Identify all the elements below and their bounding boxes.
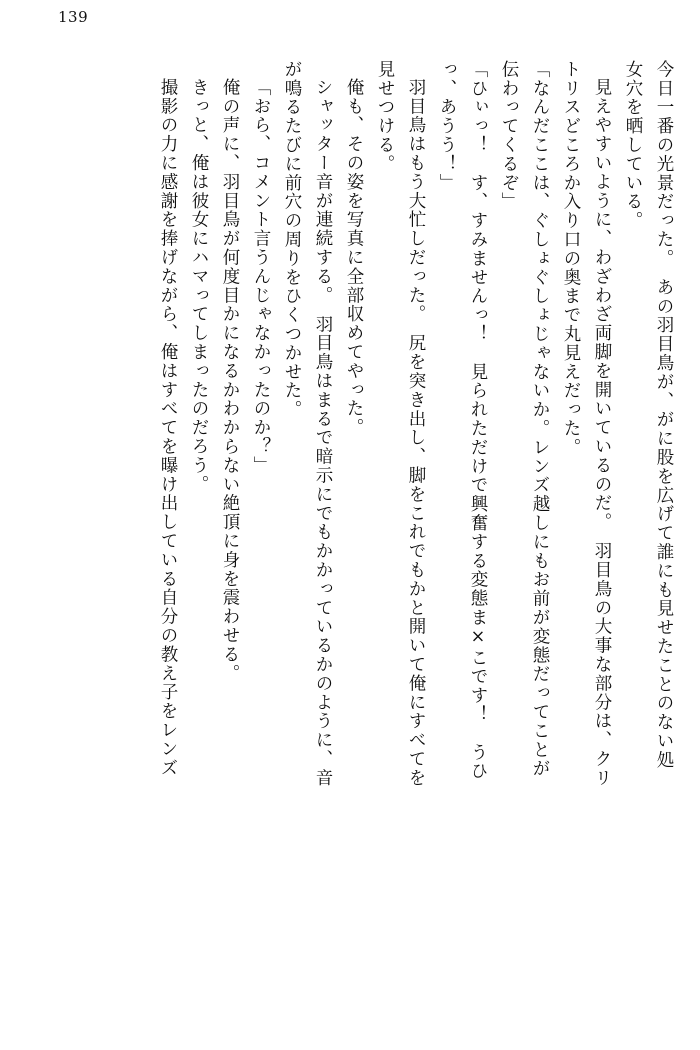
text-line: 「おら、コメント言うんじゃなかったのか？」: [251, 78, 271, 475]
text-line: 「ひぃっ！ す、すみませんっ！ 見られただけで興奮する変態ま×こです！ うひ: [468, 60, 488, 781]
text-line: きっと、俺は彼女にハマってしまったのだろう。: [189, 78, 209, 494]
text-line: っ、あうう！」: [437, 60, 457, 193]
page-number: 139: [58, 8, 89, 26]
text-line: 見せつける。: [375, 60, 395, 174]
text-line: が鳴るたびに前穴の周りをひくつかせた。: [282, 60, 302, 420]
text-line: 見えやすいように、わざわざ両脚を開いているのだ。 羽目鳥の大事な部分は、クリ: [592, 78, 612, 788]
text-line: 女穴を晒している。: [623, 60, 643, 231]
text-line: 今日一番の光景だった。 あの羽目鳥が、がに股を広げて誰にも見せたことのない処: [654, 60, 674, 770]
text-line: 撮影の力に感謝を捧げながら、俺はすべてを曝け出している自分の教え子をレンズ: [158, 78, 178, 778]
text-line: 羽目鳥はもう大忙しだった。 尻を突き出し、脚をこれでもかと開いて俺にすべてを: [406, 78, 426, 788]
text-line: 「なんだここは、ぐしょぐしょじゃないか。レンズ越しにもお前が変態だってことが: [530, 60, 550, 779]
text-line: トリスどころか入り口の奥まで丸見えだった。: [561, 60, 581, 457]
text-line: 俺の声に、羽目鳥が何度目かになるかわからない絶頂に身を震わせる。: [220, 78, 240, 683]
vertical-text-body: [34, 60, 672, 1022]
text-line: 俺も、その姿を写真に全部収めてやった。: [344, 78, 364, 438]
text-line: シャッター音が連続する。 羽目鳥はまるで暗示にでもかかっているかのように、音: [313, 78, 333, 788]
text-line: 伝わってくるぞ」: [499, 60, 519, 212]
